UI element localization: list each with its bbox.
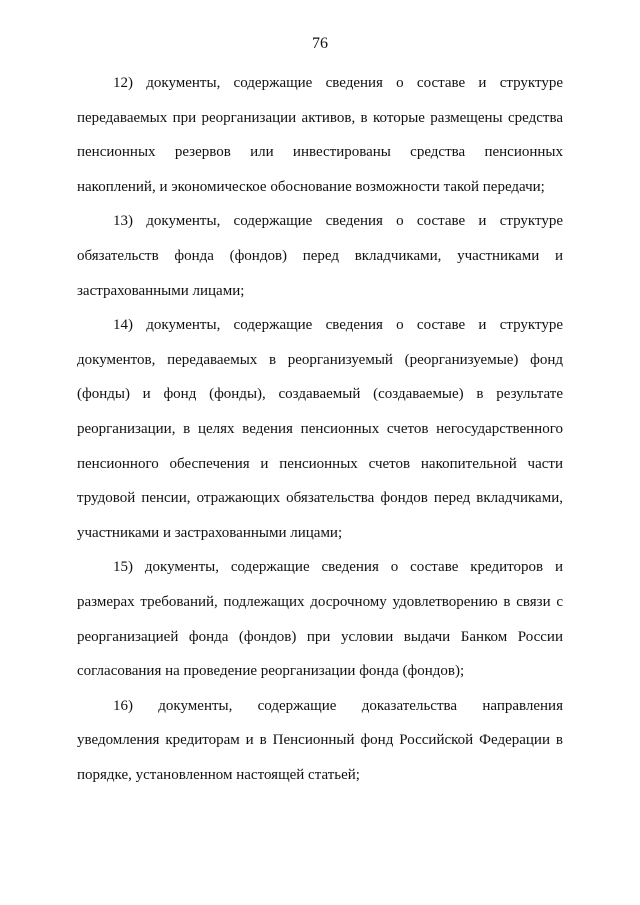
document-body xyxy=(77,66,563,792)
list-item-15 xyxy=(77,550,563,688)
text-line: трудовой пенсии, отражающих обязательства фондов перед вкладчиками, xyxy=(77,490,563,507)
text-line: реорганизации, в целях ведения пенсионных счетов негосударственного xyxy=(77,420,563,437)
text-line: 12) документы, содержащие сведения о составе и структуре xyxy=(113,75,563,91)
list-item-14 xyxy=(77,308,563,550)
text-line: документов, передаваемых в реорганизуемый (реорганизуемые) фонд xyxy=(77,351,563,368)
text-line: реорганизацией фонда (фондов) при условии выдачи Банком России xyxy=(77,628,563,645)
text-line: 13) документы, содержащие сведения о составе и структуре xyxy=(113,213,563,230)
text-line: 15) документы, содержащие сведения о составе кредиторов и xyxy=(113,559,563,576)
text-line: 14) документы, содержащие сведения о составе и структуре xyxy=(113,317,563,334)
text-line: пенсионных резервов или инвестированы средства пенсионных xyxy=(77,144,563,161)
list-item-13 xyxy=(77,204,563,308)
text-line: накоплений, и экономическое обоснование возможности такой передачи; xyxy=(77,178,545,195)
text-line: передаваемых при реорганизации активов, в которые размещены средства xyxy=(77,109,563,126)
page-number: 76 xyxy=(312,35,328,52)
text-line: размерах требований, подлежащих досрочному удовлетворению в связи с xyxy=(77,593,563,610)
text-line: пенсионного обеспечения и пенсионных счетов накопительной части xyxy=(77,455,563,472)
text-line: участниками и застрахованными лицами; xyxy=(77,524,343,541)
list-item-16 xyxy=(77,689,563,793)
text-line: уведомления кредиторам и в Пенсионный фонд Российской Федерации в xyxy=(77,732,563,749)
text-line: согласования на проведение реорганизации фонда (фондов); xyxy=(77,663,465,680)
text-line: порядке, установленном настоящей статьей; xyxy=(77,766,360,783)
text-line: 16) документы, содержащие доказательства направления xyxy=(113,697,563,714)
text-line: обязательств фонда (фондов) перед вкладчиками, участниками и xyxy=(77,247,563,264)
list-item-12 xyxy=(77,66,563,204)
text-line: застрахованными лицами; xyxy=(77,282,245,299)
text-line: (фонды) и фонд (фонды), создаваемый (создаваемые) в результате xyxy=(77,386,563,403)
